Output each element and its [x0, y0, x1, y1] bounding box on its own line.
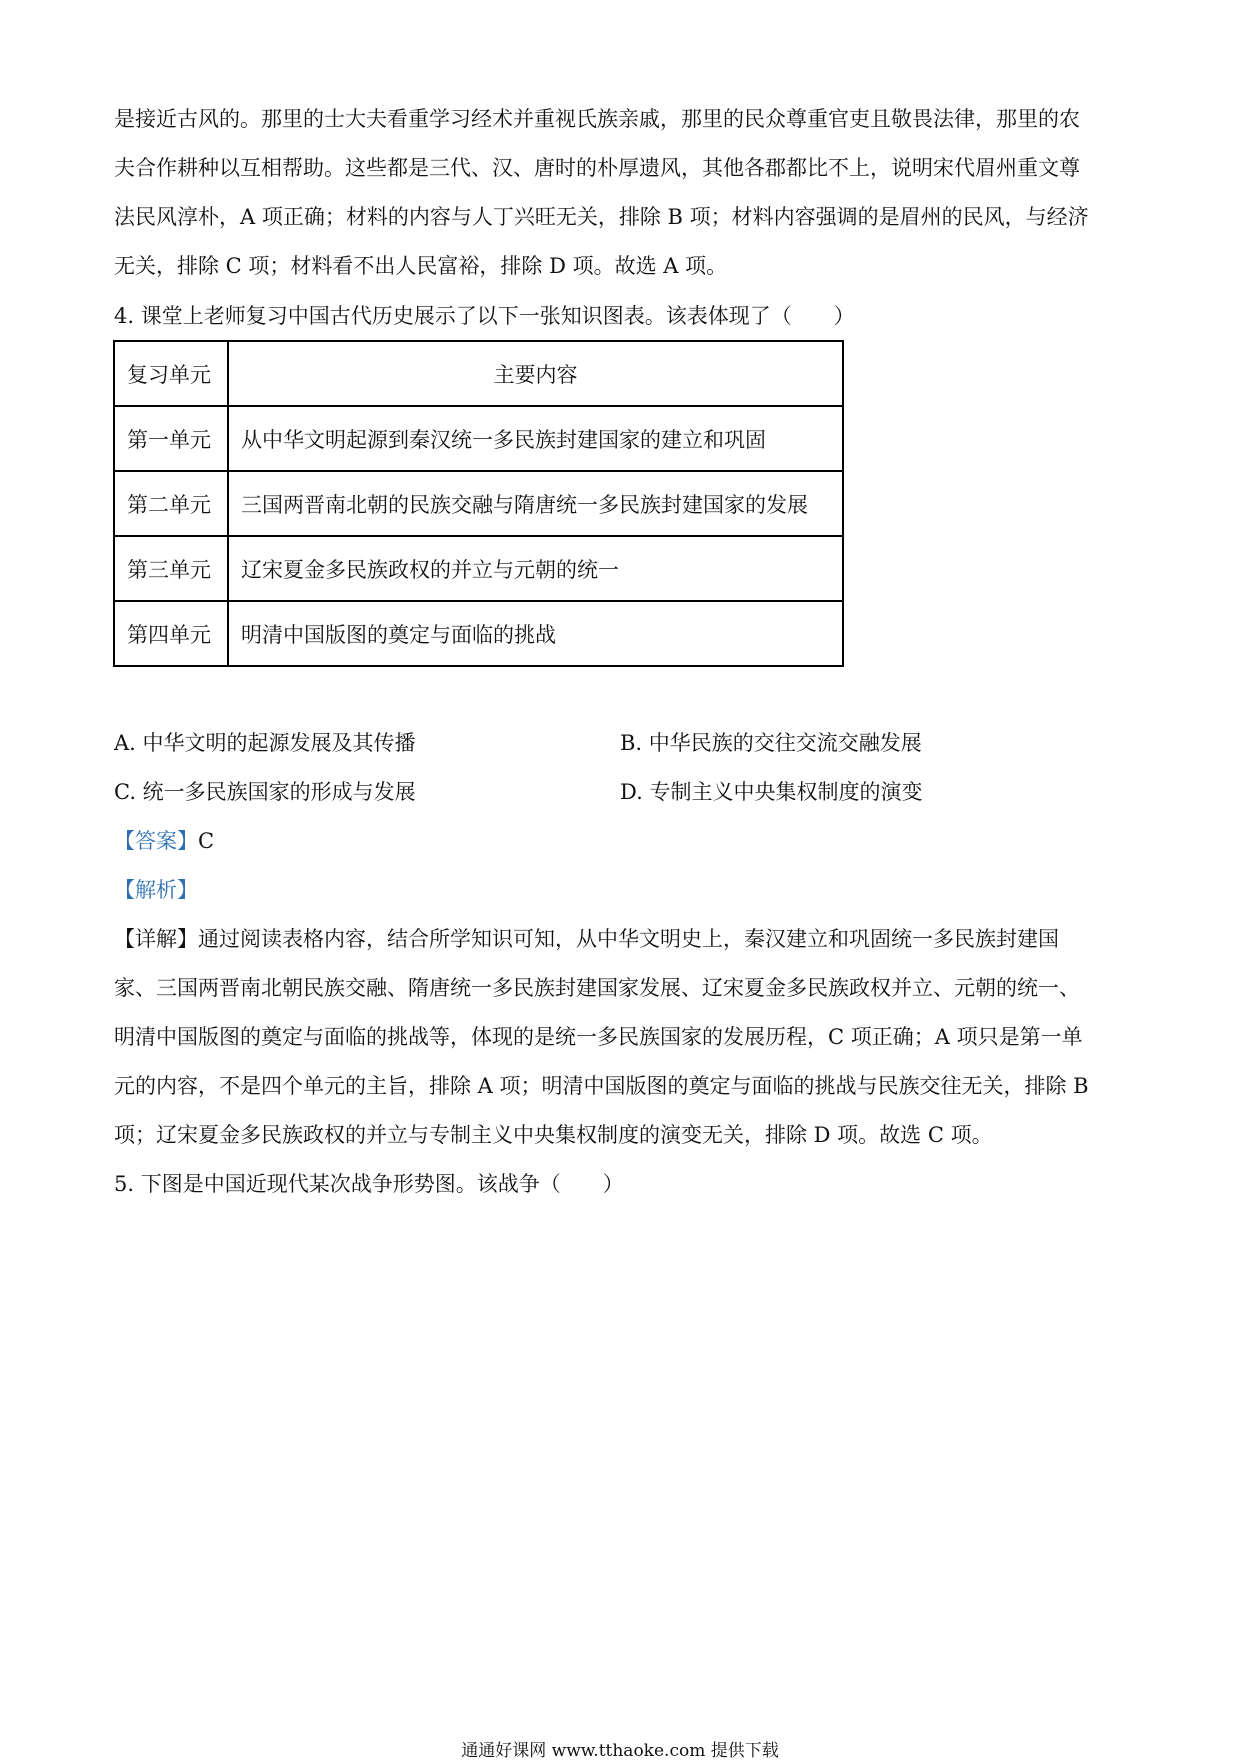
table-cell-content: 明清中国版图的奠定与面临的挑战: [228, 601, 843, 666]
intro-line: 法民风淳朴，A 项正确；材料的内容与人丁兴旺无关，排除 B 项；材料内容强调的是眉州的民风，与经济: [114, 205, 1089, 229]
answer-value: C: [198, 829, 215, 853]
table-header-row: [114, 341, 843, 406]
table-header-cell: 主要内容: [228, 341, 843, 406]
table-cell-unit: 第一单元: [114, 406, 228, 471]
option-a: A. 中华文明的起源发展及其传播: [114, 731, 416, 755]
detail-line: 家、三国两晋南北朝民族交融、隋唐统一多民族封建国家发展、辽宋夏金多民族政权并立、元朝的统一、: [114, 976, 1080, 1000]
detail-line: 明清中国版图的奠定与面临的挑战等，体现的是统一多民族国家的发展历程，C 项正确；A 项只是第一单: [114, 1025, 1083, 1049]
page-footer: 通通好课网 www.tthaoke.com 提供下载: [461, 1741, 779, 1761]
table-cell-unit: 第二单元: [114, 471, 228, 536]
answer-label: 【答案】: [114, 829, 198, 853]
table-cell-content: 从中华文明起源到秦汉统一多民族封建国家的建立和巩固: [228, 406, 843, 471]
detail-line: 项；辽宋夏金多民族政权的并立与专制主义中央集权制度的演变无关，排除 D 项。故选 C 项。: [114, 1123, 993, 1147]
intro-line: 是接近古风的。那里的士大夫看重学习经术并重视氏族亲戚，那里的民众尊重官吏且敬畏法律，那里的农: [114, 107, 1080, 131]
intro-paragraph: [114, 95, 1129, 291]
table-cell-unit: 第四单元: [114, 601, 228, 666]
detail-line-text: 通过阅读表格内容，结合所学知识可知，从中华文明史上，秦汉建立和巩固统一多民族封建国: [198, 927, 1059, 951]
analysis-label: [114, 870, 198, 910]
detail-paragraph: [114, 915, 1129, 1160]
option-b: B. 中华民族的交往交流交融发展: [620, 731, 922, 755]
option-d: D. 专制主义中央集权制度的演变: [620, 780, 923, 804]
table-row: [114, 601, 843, 666]
detail-label: 【详解】: [114, 927, 198, 951]
review-table: [113, 340, 844, 667]
table-header-cell: 复习单元: [114, 341, 228, 406]
intro-line: 夫合作耕种以互相帮助。这些都是三代、汉、唐时的朴厚遗风，其他各郡都比不上，说明宋代眉州重文尊: [114, 156, 1080, 180]
table-cell-content: 三国两晋南北朝的民族交融与隋唐统一多民族封建国家的发展: [228, 471, 843, 536]
table-row: [114, 471, 843, 536]
answer-line: [114, 821, 214, 861]
question-4-stem: 4. 课堂上老师复习中国古代历史展示了以下一张知识图表。该表体现了（ ）: [114, 304, 855, 328]
analysis-label-text: 【解析】: [114, 878, 198, 902]
question-5-stem: 5. 下图是中国近现代某次战争形势图。该战争（ ）: [114, 1172, 624, 1196]
option-c: C. 统一多民族国家的形成与发展: [114, 780, 416, 804]
table-cell-content: 辽宋夏金多民族政权的并立与元朝的统一: [228, 536, 843, 601]
detail-line: 元的内容，不是四个单元的主旨，排除 A 项；明清中国版图的奠定与面临的挑战与民族交往无关，排除 B: [114, 1074, 1089, 1098]
table-cell-unit: 第三单元: [114, 536, 228, 601]
table-row: [114, 536, 843, 601]
detail-line: [114, 915, 1129, 964]
intro-line: 无关，排除 C 项；材料看不出人民富裕，排除 D 项。故选 A 项。: [114, 254, 728, 278]
table-row: [114, 406, 843, 471]
